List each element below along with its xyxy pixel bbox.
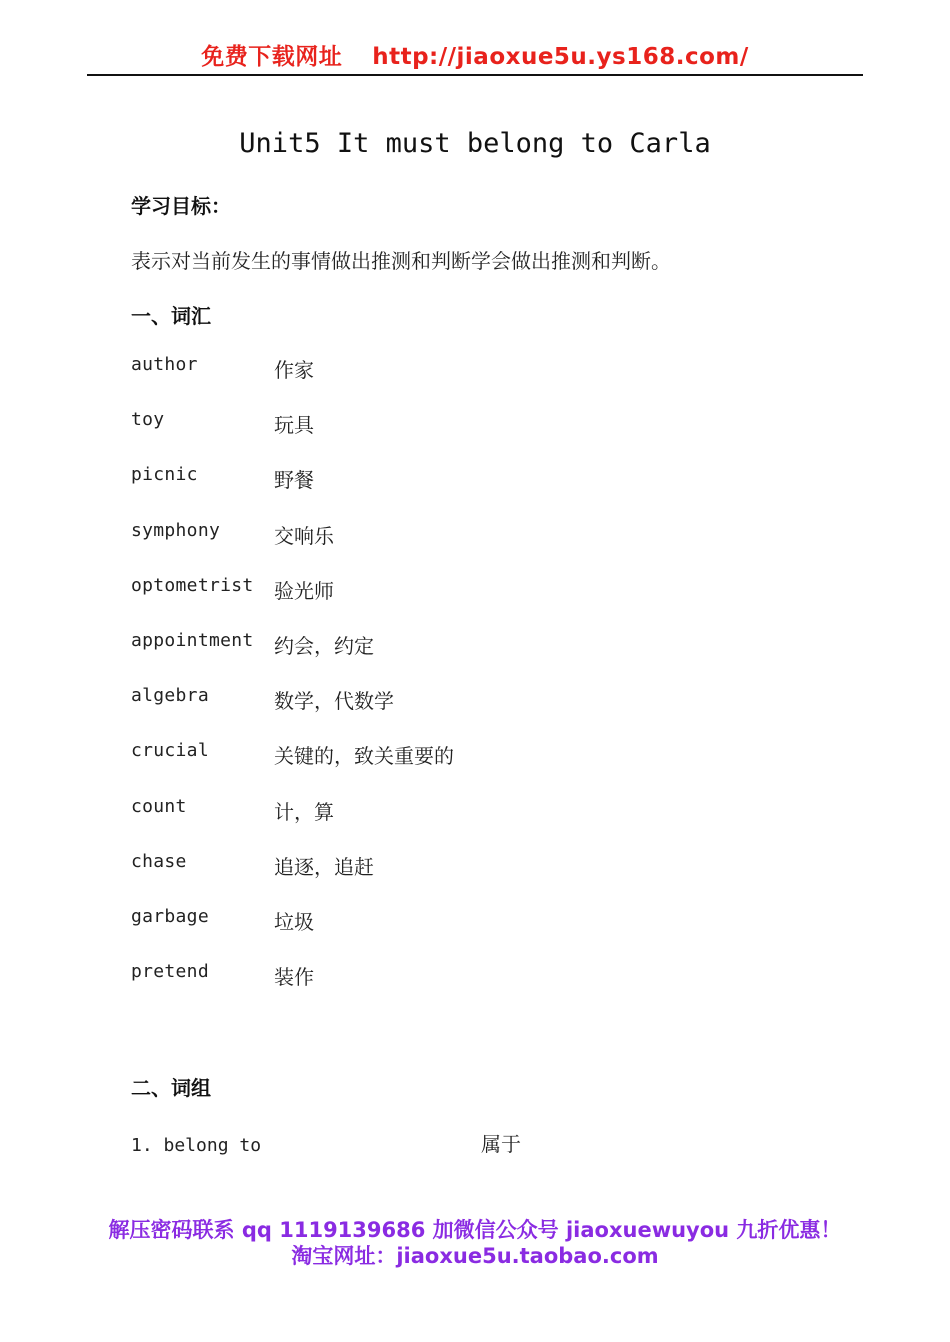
vocab-english: garbage xyxy=(131,905,209,927)
vocab-english: chase xyxy=(131,850,187,872)
vocab-english: crucial xyxy=(131,740,209,762)
vocab-chinese: 交响乐 xyxy=(274,523,334,548)
footer-contact: 解压密码联系 qq 1119139686 加微信公众号 jiaoxuewuyou 九折优惠！ xyxy=(108,1218,842,1242)
vocab-english: algebra xyxy=(131,685,209,707)
vocab-item xyxy=(131,630,631,685)
phrase-chinese: 属于 xyxy=(481,1132,521,1156)
header-banner xyxy=(0,38,950,71)
vocab-chinese: 垃圾 xyxy=(274,909,314,934)
phrase-english: 1. belong to xyxy=(131,1135,262,1156)
objectives-text: 表示对当前发生的事情做出推测和判断学会做出推测和判断。 xyxy=(131,249,671,273)
vocab-chinese: 数学，代数学 xyxy=(274,689,394,714)
phrase-item xyxy=(131,1128,631,1157)
vocab-chinese: 作家 xyxy=(274,358,314,382)
vocabulary-list xyxy=(131,354,631,1016)
vocab-chinese: 验光师 xyxy=(274,578,334,603)
vocab-chinese: 玩具 xyxy=(274,413,314,438)
vocab-chinese: 计，算 xyxy=(274,799,334,824)
vocab-item xyxy=(131,740,631,795)
header-site-label: 免费下载网址 xyxy=(201,44,343,70)
vocab-english: author xyxy=(131,354,198,375)
phrases-heading: 二、词组 xyxy=(131,1076,211,1100)
footer-shop-link[interactable]: 淘宝网址：jiaoxue5u.taobao.com xyxy=(291,1244,659,1268)
vocab-item xyxy=(131,520,631,575)
vocab-chinese: 关键的，致关重要的 xyxy=(274,744,454,769)
vocab-item xyxy=(131,575,631,630)
vocab-chinese: 装作 xyxy=(274,965,314,990)
vocab-item xyxy=(131,409,631,464)
vocab-item xyxy=(131,851,631,906)
vocab-english: count xyxy=(131,795,187,817)
vocab-english: symphony xyxy=(131,519,221,541)
vocab-chinese: 追逐，追赶 xyxy=(274,854,374,879)
objectives-heading: 学习目标： xyxy=(131,194,231,218)
vocab-english: appointment xyxy=(131,629,254,651)
vocab-english: pretend xyxy=(131,961,209,983)
vocab-item xyxy=(131,961,631,1016)
vocab-english: optometrist xyxy=(131,574,254,596)
vocab-item xyxy=(131,796,631,851)
page-title: Unit5 It must belong to Carla xyxy=(239,128,711,159)
vocab-item xyxy=(131,464,631,519)
vocab-chinese: 约会，约定 xyxy=(274,633,374,658)
vocab-english: toy xyxy=(131,409,165,431)
vocab-english: picnic xyxy=(131,464,198,486)
vocab-item xyxy=(131,906,631,961)
vocabulary-heading: 一、词汇 xyxy=(131,304,211,328)
header-site-link[interactable]: http://jiaoxue5u.ys168.com/ xyxy=(372,44,749,70)
header-divider xyxy=(87,74,863,76)
vocab-item xyxy=(131,685,631,740)
vocab-item xyxy=(131,354,631,409)
vocab-chinese: 野餐 xyxy=(274,468,314,493)
